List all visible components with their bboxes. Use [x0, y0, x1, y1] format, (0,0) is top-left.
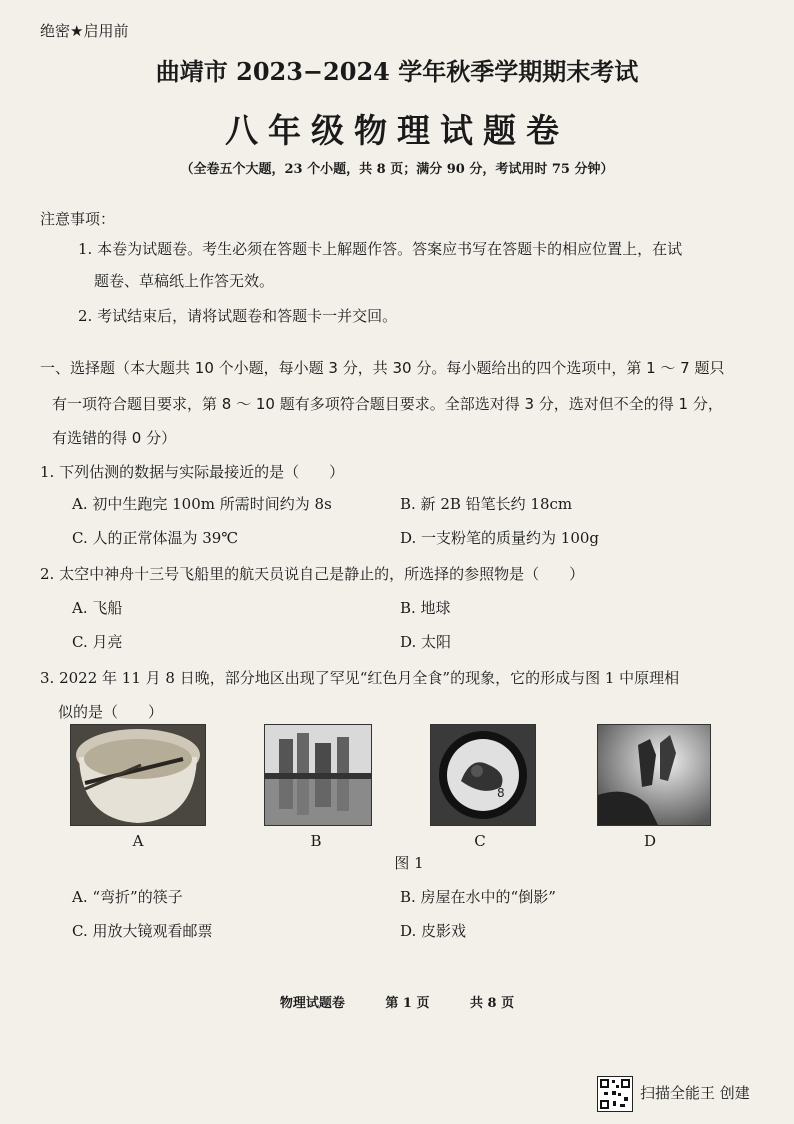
question-3-stem-line2: 似的是（ ）	[58, 703, 164, 721]
figure-label-b: B	[310, 832, 322, 850]
confidential-mark: 绝密★启用前	[40, 22, 129, 40]
figure-d-shadow-puppet-image	[597, 724, 711, 826]
figure-c-magnifier-image	[430, 724, 536, 826]
notice-item-1: 1. 本卷为试题卷。考生必须在答题卡上解题作答。答案应书写在答题卡的相应位置上，在试	[78, 240, 683, 258]
question-3-stem: 3. 2022 年 11 月 8 日晚，部分地区出现了罕见“红色月全食”的现象，它的形成与图 1 中原理相	[40, 669, 680, 687]
page-footer	[0, 992, 794, 1011]
paper-title: 八年级物理试题卷	[225, 111, 569, 150]
svg-text:8: 8	[497, 786, 505, 800]
q2-option-c: C. 月亮	[72, 633, 123, 651]
notice-heading: 注意事项：	[40, 210, 116, 228]
figure-label-a: A	[132, 832, 144, 850]
q2-option-b: B. 地球	[400, 599, 451, 617]
question-2-stem: 2. 太空中神舟十三号飞船里的航天员说自己是静止的，所选择的参照物是（ ）	[40, 565, 585, 583]
q2-option-d: D. 太阳	[400, 633, 452, 651]
footer-page-number: 第 1 页	[385, 996, 430, 1011]
figure-caption: 图 1	[394, 854, 424, 872]
section-1-heading: 一、选择题（本大题共 10 个小题，每小题 3 分，共 30 分。每小题给出的四个选项中，第 1 ～ 7 题只	[40, 359, 725, 377]
q3-option-b: B. 房屋在水中的“倒影”	[400, 888, 556, 906]
q3-option-c: C. 用放大镜观看邮票	[72, 922, 213, 940]
q1-option-d: D. 一支粉笔的质量约为 100g	[400, 529, 600, 547]
notice-item-1-cont: 题卷、草稿纸上作答无效。	[94, 272, 275, 290]
question-1-stem: 1. 下列估测的数据与实际最接近的是（ ）	[40, 463, 345, 481]
q2-option-a: A. 飞船	[72, 599, 123, 617]
qr-code-icon	[597, 1076, 633, 1112]
q3-option-d: D. 皮影戏	[400, 922, 467, 940]
figure-a-chopsticks-image	[70, 724, 206, 826]
q1-option-a: A. 初中生跑完 100m 所需时间约为 8s	[72, 495, 332, 513]
figure-label-d: D	[643, 832, 657, 850]
scanner-watermark: 扫描全能王 创建	[640, 1084, 750, 1102]
notice-item-2: 2. 考试结束后，请将试题卷和答题卡一并交回。	[78, 307, 398, 325]
exam-title: 曲靖市 2023−2024 学年秋季学期期末考试	[155, 57, 639, 86]
q1-option-c: C. 人的正常体温为 39℃	[72, 529, 239, 547]
exam-info: （全卷五个大题，23 个小题，共 8 页；满分 90 分，考试用时 75 分钟）	[180, 162, 614, 177]
section-1-heading-line2: 有一项符合题目要求，第 8 ～ 10 题有多项符合题目要求。全部选对得 3 分，选对但不全的得 1 分，	[52, 395, 723, 413]
section-1-heading-line3: 有选错的得 0 分）	[52, 429, 177, 447]
footer-paper-name: 物理试题卷	[279, 996, 345, 1011]
q1-option-b: B. 新 2B 铅笔长约 18cm	[400, 495, 573, 513]
footer-total-pages: 共 8 页	[470, 996, 515, 1011]
q3-option-a: A. “弯折”的筷子	[72, 888, 183, 906]
figure-b-reflection-image	[264, 724, 372, 826]
figure-label-c: C	[474, 832, 486, 850]
